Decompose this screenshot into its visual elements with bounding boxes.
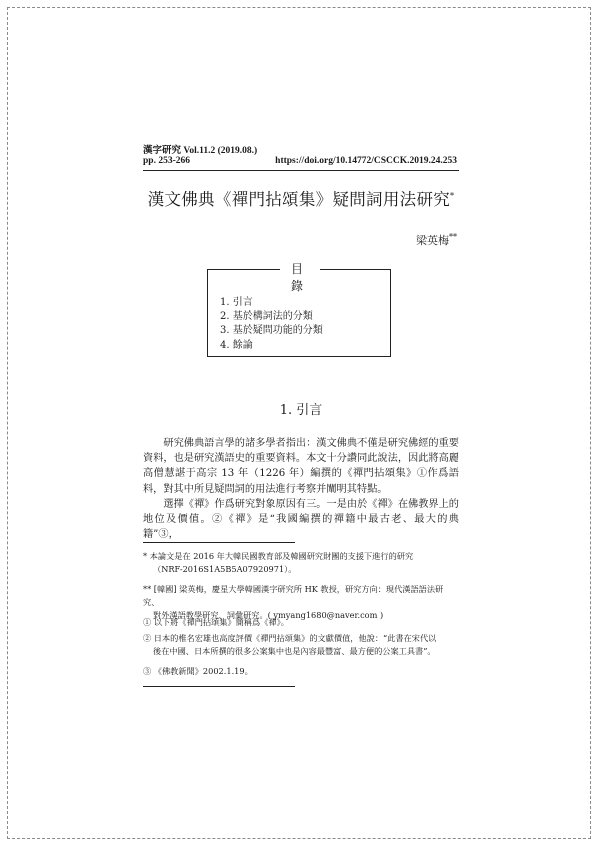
toc-item: 4. 餘論 xyxy=(220,339,253,351)
toc-heading: 目 錄 xyxy=(280,260,320,294)
paper-title xyxy=(143,186,459,210)
body-text xyxy=(143,436,459,542)
toc-item: 2. 基於構詞法的分類 xyxy=(220,311,313,323)
footnote-end-rule xyxy=(143,686,295,687)
toc-item: 3. 基於疑問功能的分類 xyxy=(220,325,323,337)
paragraph: 選擇《禪》作爲研究對象原因有三。一是由於《禪》在佛教界上的地位及價值。②《禪》是“我國編撰的禪籍中最古老、最大的典籍”③， xyxy=(143,498,459,541)
page-range: pp. 253-266 xyxy=(143,156,190,166)
author-footnote-mark: ** xyxy=(449,232,457,242)
footnote-rule xyxy=(143,542,295,543)
paper-title-text: 漢文佛典《禪門拈頌集》疑問詞用法研究 xyxy=(147,190,451,209)
title-footnote-mark: * xyxy=(450,191,455,201)
footnote-text: * 本論文是在 2016 年大韓民國教育部及韓國研究財團的支援下進行的研究 xyxy=(143,551,414,561)
footnote-1 xyxy=(143,550,459,576)
footnote-3 xyxy=(143,616,459,629)
footnote-4 xyxy=(143,632,459,658)
toc-item: 1. 引言 xyxy=(220,297,253,308)
section-heading: 1. 引言 xyxy=(279,403,323,418)
footnote-text: ** [韓國] 梁英梅，慶星大學韓國漢字研究所 HK 教授，研究方向：現代漢語語法研究、 xyxy=(143,584,444,607)
author-name: 梁英梅 xyxy=(416,234,449,247)
footnote-text: ② 日本的椎名宏雄也高度評價《禪門拈頌集》的文獻價值，他說：“此書在宋代以 xyxy=(143,633,437,643)
footnote-text: 後在中國、日本所撰的很多公案集中也是內容最豐富、最方便的公案工具書”。 xyxy=(153,646,436,656)
footnote-text: （NRF-2016S1A5B5A07920971）。 xyxy=(153,564,297,574)
author xyxy=(416,232,457,248)
toc-list xyxy=(220,296,323,353)
doi-link[interactable]: https://doi.org/10.14772/CSCCK.2019.24.253 xyxy=(275,156,457,166)
page-border xyxy=(7,7,591,839)
header-rule xyxy=(143,170,459,171)
journal-info: 漢字研究 Vol.11.2 (2019.08.) xyxy=(143,146,258,156)
footnote-5 xyxy=(143,665,459,678)
footnote-text: ① 以下將《禪門拈頌集》簡稱爲《禪》。 xyxy=(143,617,289,627)
footnote-text: 對外漢語教學研究、詞彙研究。( ymyang1680@naver.com ) xyxy=(153,610,384,620)
footnote-text: ③ 《佛教新聞》2002.1.19。 xyxy=(143,666,253,676)
paragraph: 研究佛典語言學的諸多學者指出：漢文佛典不僅是研究佛經的重要資料，也是研究漢語史的重要資料。本文十分讚同此說法，因此將高麗高僧慧諶于高宗 13 年（1226 年）編撰的《禪門拈頌集》①作爲語料，對其中所見疑問詞的用法進行考察并闡明其特點。 xyxy=(143,438,459,495)
